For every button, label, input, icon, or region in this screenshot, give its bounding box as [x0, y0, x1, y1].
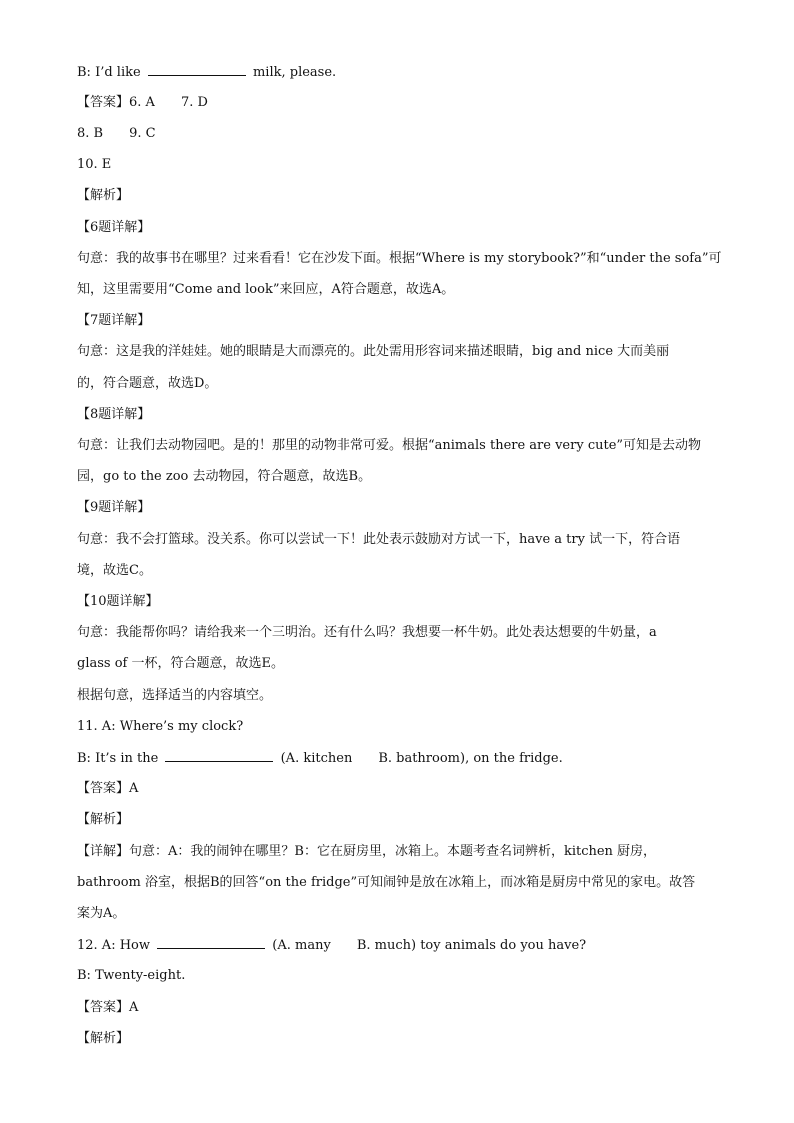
explanation-text: 句意：我能帮你吗？请给我来一个三明治。还有什么吗？我想要一杯牛奶。此处表达想要的牛奶量，a	[77, 625, 657, 640]
explanation-text: 句意：我不会打篮球。没关系。你可以尝试一下！此处表示鼓励对方试一下，have a try 试一下，符合语	[77, 532, 681, 547]
section-heading: 【解析】	[77, 188, 130, 203]
explanation-text: 知，这里需要用“Come and look”来回应，A符合题意，故选A。	[77, 282, 455, 297]
explanation-text: 句意：让我们去动物园吧。是的！那里的动物非常可爱。根据“animals there are very cute”可知是去动物	[77, 438, 702, 453]
explanation-text: 境，故选C。	[77, 563, 152, 578]
q10-answer-line: B: I’d like milk, please.	[77, 62, 717, 83]
explanation-text: 园，go to the zoo 去动物园，符合题意，故选B。	[77, 469, 372, 484]
question-text: B: Twenty-eight.	[77, 968, 186, 983]
section-heading: 【6题详解】	[77, 220, 151, 235]
answer-line: 【答案】A	[77, 1000, 139, 1015]
answer-line: 【答案】6. A 7. D	[77, 95, 208, 110]
question-text: B: It’s in the (A. kitchen B. bathroom), on the fridge.	[77, 748, 717, 769]
explanation-text: 句意：这是我的洋娃娃。她的眼睛是大而漂亮的。此处需用形容词来描述眼睛，big and nice 大而美丽	[77, 344, 670, 359]
answer-line: 10. E	[77, 157, 112, 172]
question-text: 11. A: Where’s my clock?	[77, 719, 244, 734]
explanation-text: 案为A。	[77, 906, 126, 921]
section-heading: 【10题详解】	[77, 594, 159, 609]
fill-blank	[148, 62, 246, 76]
section-heading: 【7题详解】	[77, 313, 151, 328]
section-heading: 【9题详解】	[77, 500, 151, 515]
explanation-text: 【详解】句意：A：我的闹钟在哪里？B：它在厨房里，冰箱上。本题考查名词辨析，kitchen 厨房，	[77, 844, 657, 859]
explanation-text: bathroom 浴室，根据B的回答“on the fridge”可知闹钟是放在冰箱上，而冰箱是厨房中常见的家电。故答	[77, 875, 696, 890]
instruction-text: 根据句意，选择适当的内容填空。	[77, 688, 273, 703]
fill-blank	[165, 748, 273, 762]
fill-blank	[157, 935, 265, 949]
explanation-text: 的，符合题意，故选D。	[77, 376, 218, 391]
explanation-text: glass of 一杯，符合题意，故选E。	[77, 656, 284, 671]
answer-line: 8. B 9. C	[77, 126, 156, 141]
section-heading: 【解析】	[77, 812, 130, 827]
section-heading: 【解析】	[77, 1031, 130, 1046]
question-text: 12. A: How (A. many B. much) toy animals do you have?	[77, 935, 717, 956]
section-heading: 【8题详解】	[77, 407, 151, 422]
explanation-text: 句意：我的故事书在哪里？过来看看！它在沙发下面。根据“Where is my storybook?”和“under the sofa”可	[77, 251, 722, 266]
answer-line: 【答案】A	[77, 781, 139, 796]
